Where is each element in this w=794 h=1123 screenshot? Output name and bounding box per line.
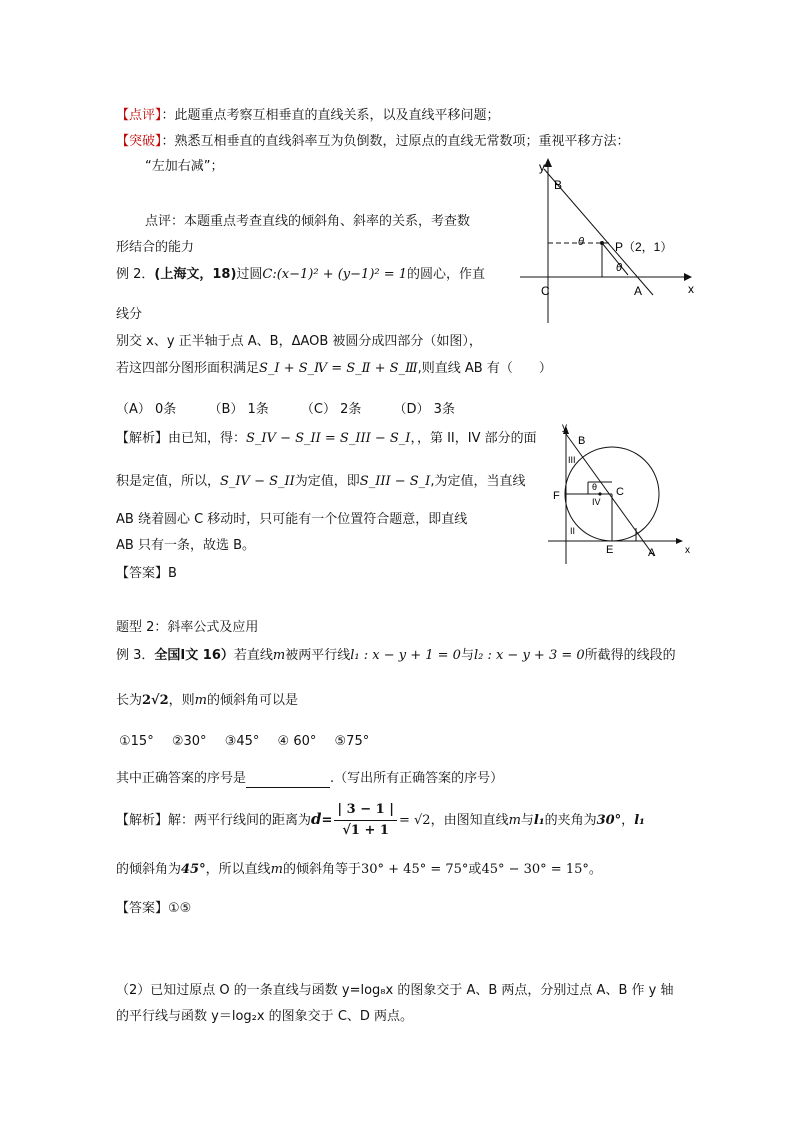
- example3-text-2: 被两平行线: [285, 648, 351, 663]
- breakthrough-tag: 【突破】: [116, 134, 162, 149]
- region-iv: IV: [592, 497, 601, 507]
- region-ii: II: [570, 526, 576, 536]
- review-line-2: 形结合的能力: [116, 240, 195, 255]
- solution-math-1: S_IV − S_II = S_III − S_I: [246, 431, 411, 446]
- example3-line1: [116, 647, 676, 665]
- option-b: （B） 1条: [208, 402, 269, 417]
- choice-5: ⑤75°: [334, 734, 370, 749]
- example3-solution-2: [116, 861, 602, 879]
- example3-solution-1: [116, 800, 645, 841]
- option-c: （C） 2条: [300, 402, 362, 417]
- fig1-c-label: C: [541, 284, 550, 298]
- fig1-b-label: B: [554, 178, 563, 192]
- line-l1-equation: l₁ : x − y + 1 = 0: [350, 648, 461, 663]
- expression-15: 45° − 30° = 15°: [481, 862, 589, 877]
- solution-math-2: S_IV − S_II: [220, 474, 295, 489]
- solution-text-1: ，，第 II，IV 部分的面: [410, 431, 537, 446]
- angle-45: 45°: [181, 862, 206, 877]
- point-p: [600, 241, 604, 245]
- question-tail: .（写出所有正确答案的序号）: [330, 771, 504, 786]
- area-condition: S_I + S_Ⅳ = S_Ⅱ + S_Ⅲ: [259, 361, 418, 376]
- distance-fraction: [334, 800, 397, 841]
- choice-2: ②30°: [171, 734, 207, 749]
- line-m-3: m: [508, 813, 521, 828]
- line-l1: l₁: [533, 813, 545, 828]
- fig2-b-label: B: [578, 435, 586, 447]
- example3-source: 全国Ⅰ文 16）: [154, 648, 234, 663]
- fig2-e-label: E: [606, 544, 614, 556]
- section-heading: 题型 2：斜率公式及应用: [116, 620, 259, 635]
- distance-result: = √2: [398, 813, 431, 828]
- region-iii: III: [568, 455, 576, 465]
- fraction-denominator: √1 + 1: [342, 823, 389, 838]
- example2-options: [116, 401, 455, 419]
- problem2-line2: 的平行线与函数 y＝log₂x 的图象交于 C、D 两点。: [116, 1009, 414, 1024]
- solution-text-2a: 积是定值，所以，: [116, 474, 221, 489]
- fig1-theta-1: θ: [578, 236, 584, 248]
- example2-line2: 线分: [116, 307, 143, 322]
- fig2-c-label: C: [616, 486, 624, 498]
- length-mid: ，则: [168, 693, 195, 708]
- breakthrough-text: ：熟悉互相垂直的直线斜率互为负倒数，过原点的直线无常数项；重视平移方法：: [161, 134, 630, 149]
- fig1-x-label: x: [688, 282, 694, 296]
- choice-3: ③45°: [224, 734, 260, 749]
- solution-end: 。: [588, 862, 602, 877]
- example2-cond-suffix: ,则直线 AB 有（ ）: [417, 361, 552, 376]
- fig2-theta: θ: [592, 482, 598, 492]
- example3-text-3: 所截得的线段的: [584, 648, 676, 663]
- line-m-4: m: [270, 862, 283, 877]
- solution-2c: 的倾斜角等于: [282, 862, 361, 877]
- circle-equation: C:(x−1)² + (y−1)² = 1: [262, 267, 408, 282]
- example2-line1: [116, 266, 485, 284]
- solution-text-b: ，由图知直线: [430, 813, 509, 828]
- example2-label: 例 2．: [116, 267, 155, 282]
- example2-solution-3: AB 绕着圆心 C 移动时，只可能有一个位置符合题意，即直线: [116, 512, 468, 527]
- solution-or: 或: [468, 862, 482, 877]
- fig2-x-label: x: [685, 545, 690, 556]
- expression-75: 30° + 45° = 75°: [360, 862, 469, 877]
- solution-2b: ，所以直线: [205, 862, 271, 877]
- figure-circle-triangle: [540, 420, 700, 568]
- example2-cond-prefix: 若这四部分图形面积满足: [116, 361, 260, 376]
- comment-text: ：此题重点考察互相垂直的直线关系，以及直线平移问题；: [161, 108, 500, 123]
- line-l1-2: l₁: [634, 813, 645, 828]
- example2-answer: 【答案】B: [116, 566, 177, 581]
- example2-line4: [116, 360, 552, 378]
- example2-line3: 别交 x、y 正半轴于点 A、B，ΔAOB 被圆分成四部分（如图），: [116, 334, 482, 349]
- distance-prefix: 【解析】解：两平行线间的距离为: [116, 813, 312, 828]
- breakthrough-line-2: “左加右减”；: [145, 159, 224, 174]
- example3-label: 例 3．: [116, 648, 155, 663]
- question-text: 其中正确答案的序号是: [116, 771, 247, 786]
- example3-choices: [119, 733, 369, 751]
- fig1-p-label: P（2，1）: [615, 240, 673, 254]
- answer-blank: [246, 773, 330, 788]
- solution-text-d: 的夹角为: [544, 813, 597, 828]
- angle-30: 30°: [596, 813, 622, 828]
- example2-solution-4: AB 只有一条，故选 B。: [116, 538, 255, 553]
- line-l2-equation: l₂ : x − y + 3 = 0: [473, 648, 585, 663]
- line-m-2: m: [194, 693, 207, 708]
- length-suffix: 的倾斜角可以是: [207, 693, 299, 708]
- solution-2a: 的倾斜角为: [116, 862, 182, 877]
- comment-tag: 【点评】: [116, 108, 162, 123]
- fig2-f-label: F: [553, 490, 560, 502]
- example2-solution-2: [116, 473, 525, 491]
- problem2-line1: （2）已知过原点 O 的一条直线与函数 y=log₈x 的图象交于 A、B 两点，分别过点 A、B 作 y 轴: [116, 983, 674, 998]
- comment-line: [116, 107, 500, 125]
- example3-answer: 【答案】①⑤: [116, 901, 192, 916]
- option-a: （A） 0条: [116, 402, 177, 417]
- length-value: 2√2: [142, 693, 169, 708]
- center-dot: [598, 492, 601, 495]
- solution-math-3: S_III − S_I: [359, 474, 431, 489]
- distance-equals: =: [321, 813, 333, 828]
- line-m: m: [272, 648, 286, 663]
- fig1-a-label: A: [634, 284, 643, 298]
- example3-text-1: 若直线: [233, 648, 273, 663]
- distance-symbol: d: [311, 810, 322, 828]
- solution-prefix: 【解析】由已知，得：: [116, 431, 247, 446]
- example3-question: [116, 770, 503, 788]
- fraction-numerator: | 3 − 1 |: [334, 800, 397, 821]
- line-ab-2: [566, 434, 654, 556]
- solution-text-c: 与: [520, 813, 534, 828]
- example2-solution-1: [116, 430, 537, 448]
- breakthrough-line: [116, 133, 630, 151]
- x-arrow-icon: [684, 273, 692, 281]
- figure-line-perpendicular: [512, 155, 702, 327]
- example3-line2: [116, 692, 298, 710]
- choice-1: ①15°: [119, 734, 154, 749]
- length-prefix: 长为: [116, 693, 143, 708]
- example2-text: 过圆: [236, 267, 263, 282]
- choice-4: ④ 60°: [277, 734, 317, 749]
- example2-source: (上海文，18): [154, 267, 237, 282]
- fig1-y-label: y: [539, 160, 545, 174]
- fig2-a-label: A: [648, 547, 656, 559]
- solution-text-2c: ,为定值，当直线: [430, 474, 526, 489]
- review-line-1: 点评：本题重点考查直线的倾斜角、斜率的关系，考查数: [145, 214, 471, 229]
- example3-with: 与: [460, 648, 474, 663]
- example2-text-2: 的圆心，作直: [407, 267, 486, 282]
- fig1-theta-2: θ: [616, 262, 622, 274]
- solution-text-e: ，: [621, 813, 635, 828]
- y-arrow-icon: [544, 158, 552, 167]
- option-d: （D） 3条: [393, 402, 455, 417]
- x-arrow-icon-2: [676, 538, 683, 544]
- fig2-y-label: y: [562, 422, 567, 433]
- solution-text-2b: 为定值，即: [294, 474, 360, 489]
